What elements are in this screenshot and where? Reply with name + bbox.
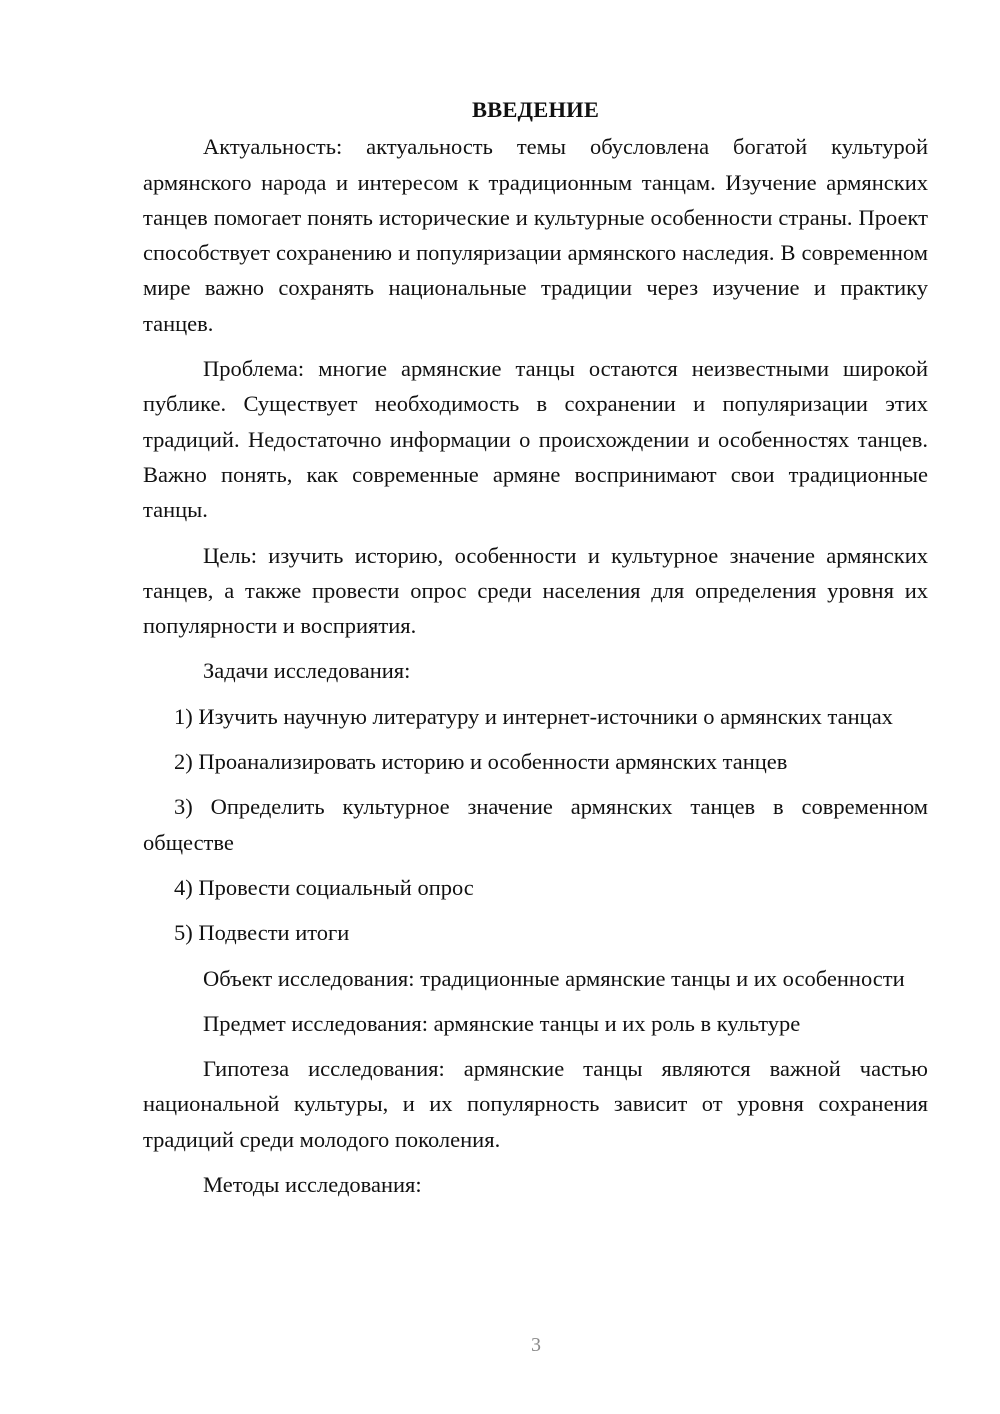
object-paragraph: Объект исследования: традиционные армянские танцы и их особенности [203,965,905,991]
goal-paragraph: Цель: изучить историю, особенности и культурное значение армянских танцев, а также провести опрос среди населения для определения уровня их популярности и восприятия. [143,542,928,639]
task-item-1: 1) Изучить научную литературу и интернет-источники о армянских танцах [174,703,893,729]
page-content [143,92,928,1212]
hypothesis-paragraph: Гипотеза исследования: армянские танцы являются важной частью национальной культуры, и их популярность зависит от уровня сохранения традиций среди молодого поколения. [143,1056,928,1152]
page-number: 3 [531,1334,541,1356]
task-item-3: 3) Определить культурное значение армянских танцев в современном обществе [143,794,928,855]
task-item-4: 4) Провести социальный опрос [174,874,474,900]
task-item-5: 5) Подвести итоги [174,920,350,946]
relevance-paragraph: Актуальность: актуальность темы обусловлена богатой культурой армянского народа и интересом к традиционным танцам. Изучение армянских танцев помогает понять исторические и культурные особенности страны. Проект способствует сохранению и популяризации армянского наследия. В современном мире важно сохранять национальные традиции через изучение и практику танцев. [143,134,928,336]
subject-paragraph: Предмет исследования: армянские танцы и их роль в культуре [203,1010,801,1036]
problem-paragraph: Проблема: многие армянские танцы остаются неизвестными широкой публике. Существует необходимость в сохранении и популяризации этих традиций. Недостаточно информации о происхождении и особенностях танцев. Важно понять, как современные армяне воспринимают свои традиционные танцы. [143,356,928,523]
tasks-heading: Задачи исследования: [203,658,411,684]
section-title: ВВЕДЕНИЕ [471,97,600,122]
methods-heading: Методы исследования: [203,1172,422,1198]
task-item-2: 2) Проанализировать историю и особенности армянских танцев [174,749,788,775]
